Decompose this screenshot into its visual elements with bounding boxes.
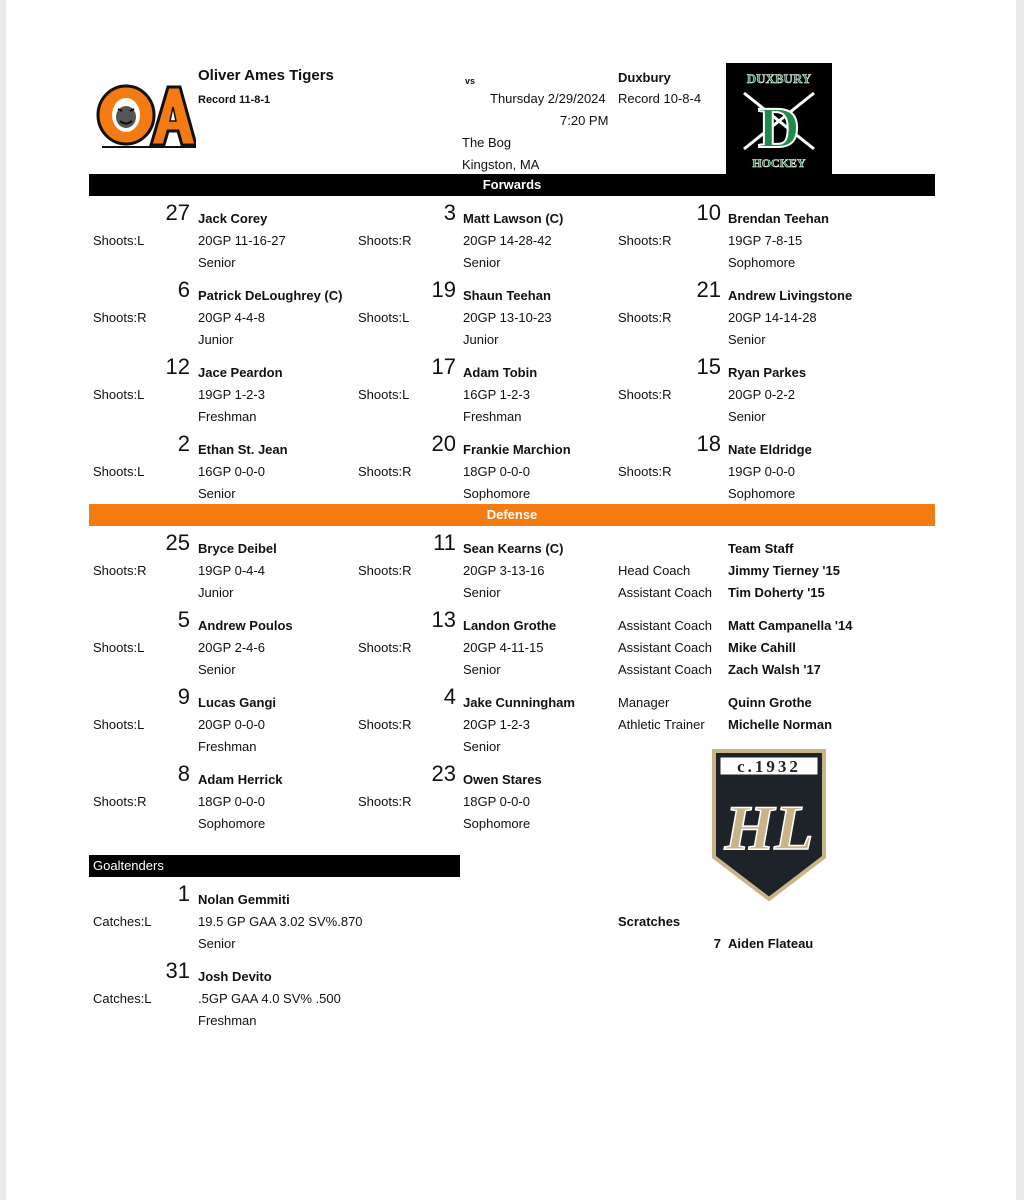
defense-section-header: Defense	[89, 504, 935, 526]
player-stats: 16GP 1-2-3	[463, 387, 530, 402]
player-year: Senior	[463, 739, 501, 754]
player-year: Senior	[463, 585, 501, 600]
player-stats: 19GP 1-2-3	[198, 387, 265, 402]
player-shoots: Shoots:R	[358, 563, 412, 578]
oliver-ames-logo	[96, 83, 196, 148]
player-stats: 20GP 13-10-23	[463, 310, 552, 325]
staff-role: Assistant Coach	[618, 662, 712, 677]
scratch-number: 7	[713, 936, 721, 951]
player-shoots: Shoots:R	[358, 794, 412, 809]
home-team-record: Record 11-8-1	[198, 94, 271, 106]
player-number: 5	[177, 607, 190, 632]
player-number: 13	[431, 607, 456, 632]
player-number: 27	[165, 200, 190, 225]
game-time: 7:20 PM	[560, 113, 609, 128]
player-shoots: Shoots:L	[93, 233, 145, 248]
player-number: 11	[433, 530, 456, 555]
player-name: Brendan Teehan	[728, 211, 829, 226]
away-team-name: Duxbury	[618, 70, 671, 85]
staff-role: Athletic Trainer	[618, 717, 705, 732]
player-stats: 18GP 0-0-0	[463, 794, 530, 809]
player-name: Owen Stares	[463, 772, 542, 787]
player-year: Junior	[198, 332, 234, 347]
hl-logo-year: c.1932	[737, 757, 801, 776]
player-number: 15	[696, 354, 721, 379]
player-name: Shaun Teehan	[463, 288, 551, 303]
player-name: Nolan Gemmiti	[198, 892, 290, 907]
player-shoots: Shoots:R	[93, 563, 147, 578]
player-number: 12	[165, 354, 190, 379]
player-year: Senior	[198, 662, 236, 677]
player-shoots: Shoots:R	[93, 310, 147, 325]
player-number: 25	[165, 530, 190, 555]
player-year: Sophomore	[463, 486, 531, 501]
player-year: Sophomore	[728, 486, 796, 501]
player-shoots: Shoots:R	[618, 387, 672, 402]
player-year: Senior	[728, 409, 766, 424]
duxbury-logo	[726, 63, 832, 175]
player-number: 3	[443, 200, 456, 225]
player-name: Lucas Gangi	[198, 695, 277, 710]
player-number: 19	[431, 277, 456, 302]
player-year: Senior	[728, 332, 766, 347]
player-year: Senior	[463, 662, 501, 677]
staff-role: Assistant Coach	[618, 618, 712, 633]
player-stats: 18GP 0-0-0	[463, 464, 530, 479]
player-year: Freshman	[198, 409, 257, 424]
venue-location: Kingston, MA	[462, 157, 540, 172]
player-name: Adam Herrick	[198, 772, 283, 787]
staff-name: Tim Doherty '15	[728, 585, 825, 600]
duxbury-logo-letter: D	[758, 95, 800, 160]
player-stats: 18GP 0-0-0	[198, 794, 265, 809]
player-stats: 20GP 2-4-6	[198, 640, 265, 655]
player-stats: 20GP 14-28-42	[463, 233, 552, 248]
player-shoots: Shoots:R	[358, 464, 412, 479]
goaltenders-section-header: Goaltenders	[89, 855, 460, 877]
player-stats: 20GP 4-4-8	[198, 310, 265, 325]
player-year: Junior	[198, 585, 234, 600]
duxbury-logo-top-text: DUXBURY	[746, 71, 812, 86]
roster-sheet	[6, 0, 1016, 1200]
player-name: Sean Kearns (C)	[463, 541, 564, 556]
player-stats: 20GP 14-14-28	[728, 310, 817, 325]
player-name: Matt Lawson (C)	[463, 211, 564, 226]
player-stats: 20GP 11-16-27	[198, 233, 286, 248]
player-catches: Catches:L	[93, 991, 152, 1006]
player-stats: 19.5 GP GAA 3.02 SV%.870	[198, 914, 363, 929]
staff-role: Assistant Coach	[618, 585, 712, 600]
player-number: 23	[431, 761, 456, 786]
player-number: 31	[165, 958, 190, 983]
player-shoots: Shoots:L	[93, 640, 145, 655]
staff-name: Jimmy Tierney '15	[728, 563, 840, 578]
staff-role: Assistant Coach	[618, 640, 712, 655]
player-year: Freshman	[198, 1013, 257, 1028]
player-name: Jace Peardon	[198, 365, 283, 380]
staff-name: Quinn Grothe	[728, 695, 812, 710]
player-number: 8	[177, 761, 190, 786]
away-team-record: Record 10-8-4	[618, 91, 702, 106]
player-shoots: Shoots:R	[618, 310, 672, 325]
player-shoots: Shoots:R	[618, 233, 672, 248]
player-name: Andrew Poulos	[198, 618, 293, 633]
player-year: Junior	[463, 332, 499, 347]
player-shoots: Shoots:R	[93, 794, 147, 809]
player-year: Sophomore	[198, 816, 266, 831]
player-name: Patrick DeLoughrey (C)	[198, 288, 343, 303]
game-date: Thursday 2/29/2024	[490, 91, 606, 106]
player-stats: 20GP 4-11-15	[463, 640, 544, 655]
player-stats: 16GP 0-0-0	[198, 464, 265, 479]
player-shoots: Shoots:L	[93, 387, 145, 402]
player-stats: 19GP 0-4-4	[198, 563, 265, 578]
player-shoots: Shoots:L	[93, 717, 145, 732]
player-name: Andrew Livingstone	[728, 288, 853, 303]
player-number: 1	[177, 881, 190, 906]
player-name: Ryan Parkes	[728, 365, 807, 380]
venue-name: The Bog	[462, 135, 512, 150]
player-number: 20	[431, 431, 456, 456]
player-shoots: Shoots:R	[358, 717, 412, 732]
staff-name: Mike Cahill	[728, 640, 796, 655]
player-year: Sophomore	[728, 255, 796, 270]
player-name: Bryce Deibel	[198, 541, 277, 556]
player-stats: .5GP GAA 4.0 SV% .500	[198, 991, 341, 1006]
player-number: 4	[443, 684, 456, 709]
vs-label: vs	[465, 76, 476, 86]
player-number: 17	[431, 354, 456, 379]
player-catches: Catches:L	[93, 914, 152, 929]
player-shoots: Shoots:R	[358, 640, 412, 655]
player-shoots: Shoots:L	[358, 387, 410, 402]
staff-name: Matt Campanella '14	[728, 618, 853, 633]
scratches-title: Scratches	[618, 914, 681, 929]
player-year: Sophomore	[463, 816, 531, 831]
player-name: Josh Devito	[198, 969, 272, 984]
player-name: Jack Corey	[198, 211, 268, 226]
player-name: Ethan St. Jean	[198, 442, 288, 457]
player-stats: 19GP 7-8-15	[728, 233, 803, 248]
hl-logo-monogram: HL	[724, 792, 814, 863]
player-number: 21	[696, 277, 721, 302]
player-number: 18	[696, 431, 721, 456]
hl-venue-logo	[710, 747, 828, 903]
player-stats: 20GP 3-13-16	[463, 563, 545, 578]
forwards-section-header: Forwards	[89, 174, 935, 196]
player-shoots: Shoots:L	[358, 310, 410, 325]
duxbury-logo-bottom-text: HOCKEY	[752, 156, 806, 170]
team-staff-title: Team Staff	[728, 541, 794, 556]
staff-role: Head Coach	[618, 563, 691, 578]
player-shoots: Shoots:R	[618, 464, 672, 479]
player-number: 10	[696, 200, 721, 225]
player-name: Nate Eldridge	[728, 442, 812, 457]
player-year: Senior	[198, 255, 236, 270]
player-shoots: Shoots:R	[358, 233, 412, 248]
player-year: Freshman	[463, 409, 522, 424]
player-stats: 20GP 0-0-0	[198, 717, 265, 732]
player-stats: 19GP 0-0-0	[728, 464, 795, 479]
player-stats: 20GP 0-2-2	[728, 387, 795, 402]
player-number: 6	[177, 277, 190, 302]
player-shoots: Shoots:L	[93, 464, 145, 479]
player-year: Senior	[463, 255, 501, 270]
player-year: Senior	[198, 936, 236, 951]
player-year: Freshman	[198, 739, 257, 754]
home-team-name: Oliver Ames Tigers	[198, 67, 334, 84]
scratch-name: Aiden Flateau	[728, 936, 814, 951]
player-number: 9	[177, 684, 190, 709]
staff-name: Michelle Norman	[728, 717, 833, 732]
player-name: Frankie Marchion	[463, 442, 571, 457]
player-name: Adam Tobin	[463, 365, 538, 380]
staff-role: Manager	[618, 695, 670, 710]
player-name: Landon Grothe	[463, 618, 557, 633]
player-year: Senior	[198, 486, 236, 501]
player-name: Jake Cunningham	[463, 695, 575, 710]
player-stats: 20GP 1-2-3	[463, 717, 530, 732]
staff-name: Zach Walsh '17	[728, 662, 821, 677]
player-number: 2	[177, 431, 190, 456]
